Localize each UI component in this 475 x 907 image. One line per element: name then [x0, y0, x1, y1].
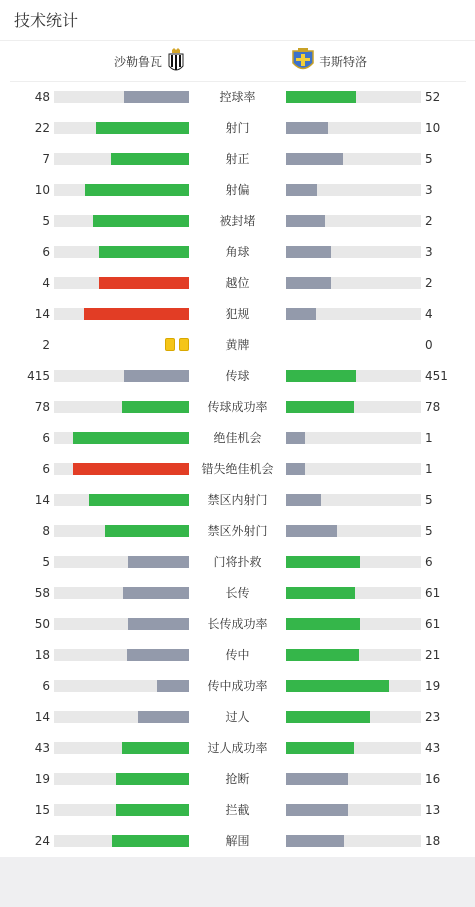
stat-row	[0, 206, 475, 237]
home-bar-fill	[138, 711, 189, 723]
stat-label: 抢断	[225, 772, 250, 786]
home-bar-fill	[73, 463, 189, 475]
stat-row	[0, 485, 475, 516]
home-bar-fill	[112, 835, 189, 847]
away-bar-fill	[286, 587, 355, 599]
away-value: 52	[425, 90, 441, 104]
home-value: 24	[34, 834, 50, 848]
stat-row	[0, 733, 475, 764]
home-bar	[54, 742, 189, 754]
stat-row	[0, 268, 475, 299]
stat-label: 传球	[225, 369, 250, 383]
stat-row	[0, 609, 475, 640]
home-bar-fill	[116, 773, 189, 785]
home-bar-fill	[128, 618, 189, 630]
home-value: 14	[34, 710, 50, 724]
away-bar-fill	[286, 370, 356, 382]
stat-label: 错失绝佳机会	[201, 462, 274, 476]
home-team[interactable]	[114, 41, 184, 81]
away-value: 1	[425, 462, 433, 476]
away-bar-fill	[286, 91, 356, 103]
home-bar	[54, 246, 189, 258]
away-value: 78	[425, 400, 441, 414]
away-bar-fill	[286, 525, 337, 537]
home-bar-fill	[99, 277, 189, 289]
away-bar	[286, 556, 421, 568]
stat-row	[0, 764, 475, 795]
stat-row	[0, 547, 475, 578]
home-value: 10	[34, 183, 50, 197]
away-bar	[286, 277, 421, 289]
home-bar	[54, 463, 189, 475]
away-bar	[286, 494, 421, 506]
stat-label: 过人成功率	[207, 741, 268, 755]
home-bar-fill	[73, 432, 189, 444]
home-bar	[54, 184, 189, 196]
away-bar-fill	[286, 463, 305, 475]
away-bar	[286, 618, 421, 630]
away-bar-fill	[286, 494, 321, 506]
away-value: 23	[425, 710, 441, 724]
home-bar	[54, 401, 189, 413]
stats-list	[0, 82, 475, 857]
home-value: 14	[34, 493, 50, 507]
stat-label: 禁区内射门	[207, 493, 268, 507]
away-team[interactable]	[291, 41, 367, 81]
home-bar-fill	[116, 804, 189, 816]
away-value: 10	[425, 121, 441, 135]
home-value: 6	[42, 462, 50, 476]
charleroi-crest-icon	[168, 48, 184, 74]
home-bar-fill	[89, 494, 189, 506]
stat-label: 被封堵	[219, 214, 256, 228]
stat-label: 长传	[225, 586, 250, 600]
stat-row	[0, 516, 475, 547]
away-bar	[286, 153, 421, 165]
home-bar-fill	[124, 370, 189, 382]
stat-row	[0, 113, 475, 144]
home-value: 22	[34, 121, 50, 135]
away-bar-fill	[286, 277, 331, 289]
home-bar	[54, 91, 189, 103]
home-bar-fill	[127, 649, 189, 661]
stat-label: 黄牌	[225, 338, 250, 352]
stat-row	[0, 361, 475, 392]
team-header	[10, 41, 466, 82]
stat-label: 绝佳机会	[213, 431, 262, 445]
yellow-card-icon	[179, 338, 189, 351]
stat-label: 拦截	[225, 803, 250, 817]
home-bar-fill	[122, 401, 190, 413]
home-bar-fill	[157, 680, 189, 692]
stat-label: 射偏	[225, 183, 250, 197]
away-bar-fill	[286, 618, 360, 630]
away-value: 1	[425, 431, 433, 445]
away-bar-fill	[286, 804, 348, 816]
away-bar	[286, 122, 421, 134]
westerlo-crest-icon	[291, 48, 315, 74]
away-value: 2	[425, 214, 433, 228]
away-bar-fill	[286, 556, 360, 568]
away-bar-fill	[286, 773, 348, 785]
home-value: 19	[34, 772, 50, 786]
stat-row	[0, 144, 475, 175]
away-bar-fill	[286, 246, 331, 258]
home-value: 58	[34, 586, 50, 600]
away-bar-fill	[286, 835, 344, 847]
away-bar	[286, 711, 421, 723]
home-bar-fill	[96, 122, 189, 134]
stat-row	[0, 826, 475, 857]
home-bar-fill	[84, 308, 189, 320]
away-bar	[286, 370, 421, 382]
stat-label: 传中成功率	[207, 679, 268, 693]
away-bar	[286, 773, 421, 785]
home-value: 2	[42, 338, 50, 352]
away-value: 61	[425, 617, 441, 631]
away-bar	[286, 215, 421, 227]
home-bar-fill	[99, 246, 189, 258]
away-bar-fill	[286, 649, 359, 661]
away-value: 6	[425, 555, 433, 569]
stat-label: 传中	[225, 648, 250, 662]
home-bar-fill	[123, 587, 189, 599]
yellow-cards	[54, 338, 189, 352]
away-bar-fill	[286, 153, 343, 165]
stat-row	[0, 640, 475, 671]
away-bar	[286, 804, 421, 816]
page-title: 技术统计	[14, 11, 79, 30]
home-bar-fill	[111, 153, 189, 165]
away-value: 5	[425, 493, 433, 507]
away-bar	[286, 246, 421, 258]
home-bar	[54, 308, 189, 320]
stat-label: 过人	[225, 710, 250, 724]
home-bar-fill	[122, 742, 190, 754]
home-bar	[54, 277, 189, 289]
home-bar-fill	[93, 215, 189, 227]
home-value: 43	[34, 741, 50, 755]
stat-label: 禁区外射门	[207, 524, 268, 538]
home-value: 14	[34, 307, 50, 321]
stat-row	[0, 237, 475, 268]
stat-row	[0, 795, 475, 826]
away-bar-fill	[286, 711, 370, 723]
home-bar	[54, 587, 189, 599]
home-bar	[54, 711, 189, 723]
away-value: 19	[425, 679, 441, 693]
away-bar-fill	[286, 401, 354, 413]
stat-row	[0, 392, 475, 423]
away-bar	[286, 308, 421, 320]
away-value: 4	[425, 307, 433, 321]
home-bar	[54, 370, 189, 382]
stat-label: 解围	[225, 834, 250, 848]
home-bar-fill	[105, 525, 189, 537]
stat-row	[0, 175, 475, 206]
home-bar	[54, 525, 189, 537]
home-value: 78	[34, 400, 50, 414]
footer-area	[0, 857, 475, 907]
home-bar	[54, 680, 189, 692]
stat-label: 长传成功率	[207, 617, 268, 631]
home-bar	[54, 494, 189, 506]
home-value: 6	[42, 245, 50, 259]
away-value: 3	[425, 245, 433, 259]
stat-row	[0, 702, 475, 733]
home-bar	[54, 153, 189, 165]
stat-label: 传球成功率	[207, 400, 268, 414]
stat-label: 控球率	[219, 90, 256, 104]
away-bar	[286, 835, 421, 847]
home-value: 4	[42, 276, 50, 290]
away-bar	[286, 680, 421, 692]
home-bar	[54, 556, 189, 568]
home-bar-fill	[85, 184, 189, 196]
home-bar	[54, 773, 189, 785]
stat-row	[0, 578, 475, 609]
away-bar-fill	[286, 184, 317, 196]
away-value: 16	[425, 772, 441, 786]
away-bar	[286, 463, 421, 475]
away-bar-fill	[286, 680, 389, 692]
stat-row	[0, 454, 475, 485]
stat-label: 越位	[225, 276, 250, 290]
stat-label: 射正	[225, 152, 250, 166]
away-bar	[286, 432, 421, 444]
home-value: 5	[42, 555, 50, 569]
stat-row	[0, 82, 475, 113]
away-bar-fill	[286, 432, 305, 444]
away-bar-fill	[286, 122, 328, 134]
home-bar	[54, 618, 189, 630]
away-bar	[286, 184, 421, 196]
away-value: 2	[425, 276, 433, 290]
home-value: 8	[42, 524, 50, 538]
stat-label: 犯规	[225, 307, 250, 321]
home-value: 7	[42, 152, 50, 166]
away-bar-fill	[286, 742, 354, 754]
yellow-card-icon	[165, 338, 175, 351]
away-bar	[286, 587, 421, 599]
away-bar-fill	[286, 308, 316, 320]
stat-row	[0, 671, 475, 702]
away-value: 21	[425, 648, 441, 662]
stat-label: 门将扑救	[213, 555, 262, 569]
stat-row	[0, 330, 475, 361]
stat-row	[0, 299, 475, 330]
away-bar	[286, 401, 421, 413]
away-bar	[286, 649, 421, 661]
stat-label: 射门	[225, 121, 250, 135]
home-value: 415	[27, 369, 50, 383]
home-bar-fill	[128, 556, 189, 568]
away-bar-fill	[286, 215, 325, 227]
home-bar	[54, 835, 189, 847]
stat-label: 角球	[225, 245, 250, 259]
home-team-name: 沙勒鲁瓦	[113, 54, 162, 69]
home-bar	[54, 122, 189, 134]
away-team-name: 韦斯特洛	[319, 54, 368, 69]
away-value: 451	[425, 369, 448, 383]
stat-row	[0, 423, 475, 454]
away-value: 5	[425, 524, 433, 538]
away-value: 43	[425, 741, 441, 755]
home-value: 6	[42, 431, 50, 445]
away-bar	[286, 91, 421, 103]
home-bar-fill	[124, 91, 189, 103]
home-value: 15	[34, 803, 50, 817]
away-value: 0	[425, 338, 433, 352]
away-value: 13	[425, 803, 441, 817]
home-value: 18	[34, 648, 50, 662]
home-value: 5	[42, 214, 50, 228]
home-value: 48	[34, 90, 50, 104]
away-value: 61	[425, 586, 441, 600]
home-bar	[54, 804, 189, 816]
home-value: 50	[34, 617, 50, 631]
away-bar	[286, 742, 421, 754]
home-value: 6	[42, 679, 50, 693]
home-bar	[54, 649, 189, 661]
away-bar	[286, 525, 421, 537]
home-bar	[54, 432, 189, 444]
away-value: 5	[425, 152, 433, 166]
away-value: 18	[425, 834, 441, 848]
home-bar	[54, 215, 189, 227]
away-value: 3	[425, 183, 433, 197]
